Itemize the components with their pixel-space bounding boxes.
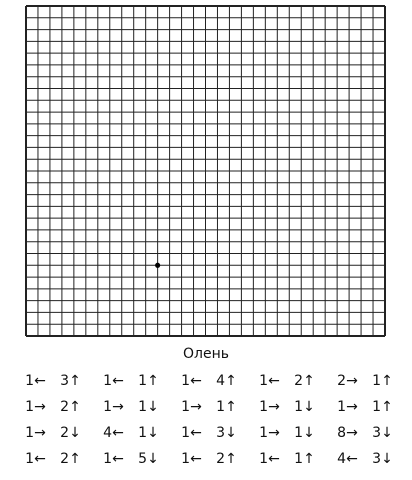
command-step: 4←: [103, 425, 124, 441]
command-step: 4←: [337, 451, 358, 467]
command-pair: [326, 372, 404, 390]
command-step: 3↓: [372, 451, 393, 467]
commands-table: [14, 372, 404, 468]
command-step: 1↑: [216, 399, 237, 415]
command-step: 3↓: [216, 425, 237, 441]
command-step: 1↑: [294, 451, 315, 467]
command-step: 8→: [337, 425, 358, 441]
command-step: 3↓: [372, 425, 393, 441]
command-pair: [92, 372, 170, 390]
command-pair: [248, 424, 326, 442]
command-pair: [170, 424, 248, 442]
command-step: 2↑: [60, 451, 81, 467]
command-step: 1←: [181, 451, 202, 467]
picture-title: Олень: [183, 346, 229, 362]
command-pair: [248, 372, 326, 390]
command-step: 1↑: [372, 399, 393, 415]
command-pair: [14, 424, 92, 442]
command-pair: [170, 398, 248, 416]
command-step: 2↑: [294, 373, 315, 389]
command-step: 1↑: [138, 373, 159, 389]
command-step: 1→: [337, 399, 358, 415]
start-dot: [155, 263, 160, 268]
command-pair: [248, 450, 326, 468]
command-step: 3↑: [60, 373, 81, 389]
command-step: 5↓: [138, 451, 159, 467]
command-step: 1→: [181, 399, 202, 415]
command-step: 1←: [259, 373, 280, 389]
command-pair: [92, 450, 170, 468]
command-pair: [92, 424, 170, 442]
command-step: 1←: [181, 373, 202, 389]
command-pair: [170, 372, 248, 390]
command-step: 1↓: [138, 399, 159, 415]
drawing-grid: [25, 5, 386, 337]
command-step: 1↑: [372, 373, 393, 389]
command-step: 1←: [259, 451, 280, 467]
command-step: 1↓: [294, 425, 315, 441]
command-step: 1→: [25, 425, 46, 441]
command-pair: [326, 424, 404, 442]
command-step: 1←: [103, 373, 124, 389]
command-step: 1←: [25, 373, 46, 389]
command-pair: [92, 398, 170, 416]
command-pair: [14, 450, 92, 468]
command-step: 1→: [259, 425, 280, 441]
command-step: 1→: [259, 399, 280, 415]
command-step: 2→: [337, 373, 358, 389]
command-step: 1→: [25, 399, 46, 415]
grid-lines: [25, 5, 386, 337]
command-pair: [326, 450, 404, 468]
command-step: 1←: [181, 425, 202, 441]
command-pair: [14, 372, 92, 390]
command-pair: [14, 398, 92, 416]
command-step: 1→: [103, 399, 124, 415]
command-pair: [170, 450, 248, 468]
command-step: 1←: [103, 451, 124, 467]
command-step: 2↓: [60, 425, 81, 441]
command-step: 2↑: [60, 399, 81, 415]
command-step: 4↑: [216, 373, 237, 389]
command-pair: [326, 398, 404, 416]
command-pair: [248, 398, 326, 416]
command-step: 1↓: [138, 425, 159, 441]
command-step: 2↑: [216, 451, 237, 467]
command-step: 1←: [25, 451, 46, 467]
command-step: 1↓: [294, 399, 315, 415]
